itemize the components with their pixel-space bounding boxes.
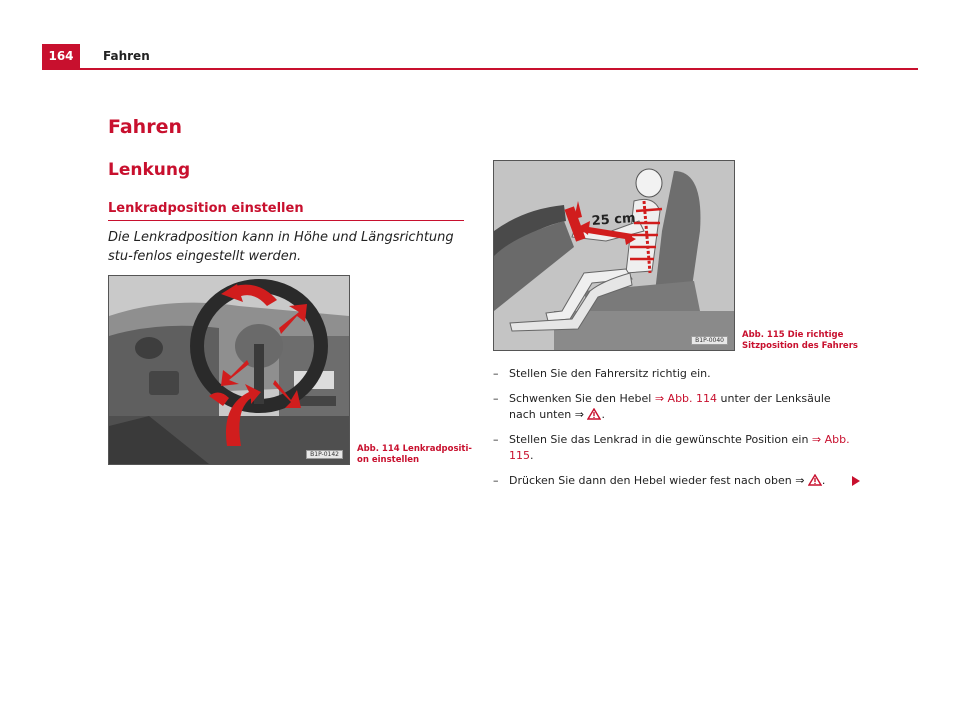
page-number: 164 <box>42 44 80 68</box>
intro-text: Die Lenkradposition kann in Höhe und Längsrichtung stu-fenlos eingestellt werden. <box>108 230 454 264</box>
caption-line: Abb. 114 Lenkradpositi- <box>357 444 472 454</box>
figure-reference-link[interactable]: ⇒ Abb. 114 <box>654 392 718 405</box>
step-text: Stellen Sie den Fahrersitz richtig ein. <box>509 367 711 380</box>
caption-line: on einstellen <box>357 455 420 465</box>
bullet-dash: – <box>493 367 499 380</box>
figure-code: B1P-0142 <box>306 450 343 459</box>
caption-line: Sitzposition des Fahrers <box>742 341 858 351</box>
step-text: . <box>821 474 826 487</box>
figure-code: B1P-0040 <box>691 336 728 345</box>
header-section-title: Fahren <box>103 49 150 63</box>
list-item <box>493 391 853 423</box>
step-text: Stellen Sie das Lenkrad in die gewünschte Position ein <box>509 433 812 446</box>
figure-115-caption <box>742 330 858 352</box>
figure-steering-wheel <box>108 275 350 465</box>
bullet-dash: – <box>493 392 499 405</box>
step-text: Drücken Sie dann den Hebel wieder fest nach oben ⇒ <box>509 474 808 487</box>
step-text: . <box>601 408 605 421</box>
subsection-heading: Lenkradposition einstellen <box>108 201 464 221</box>
list-item <box>493 432 853 464</box>
steering-wheel-illustration <box>109 276 349 464</box>
figure-seating-position <box>493 160 735 351</box>
step-text: . <box>530 449 534 462</box>
figure-reference-link[interactable]: ⇒ Abb. 115 <box>509 433 850 462</box>
bullet-dash: – <box>493 474 499 487</box>
caption-line: Abb. 115 Die richtige <box>742 330 844 340</box>
chapter-title: Fahren <box>108 116 182 138</box>
warning-triangle-icon[interactable] <box>587 408 601 420</box>
list-item <box>493 366 853 382</box>
continue-arrow-icon[interactable] <box>852 476 860 486</box>
warning-triangle-icon[interactable] <box>808 474 822 486</box>
figure-114-caption <box>357 444 472 466</box>
list-item <box>493 473 853 489</box>
section-title: Lenkung <box>108 160 191 180</box>
step-text: unter der Lenksäule nach unten ⇒ <box>509 392 831 421</box>
bullet-dash: – <box>493 433 499 446</box>
distance-label: 25 cm <box>591 210 637 229</box>
step-text: Schwenken Sie den Hebel <box>509 392 655 405</box>
page-header <box>42 44 918 70</box>
seating-position-illustration <box>494 161 734 350</box>
instruction-list <box>493 366 853 498</box>
